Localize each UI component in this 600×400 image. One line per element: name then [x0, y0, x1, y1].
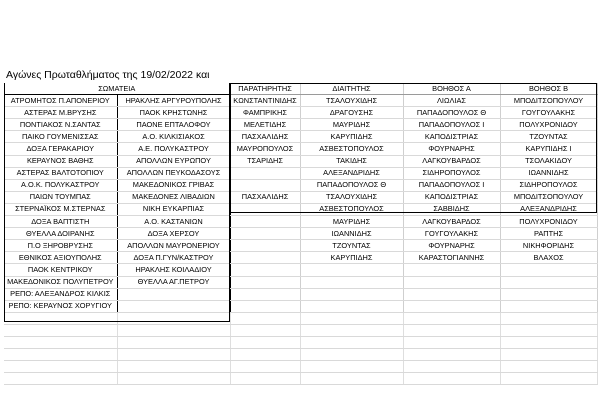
table-row: [4, 95, 597, 107]
away-team-cell: ΔΟΞΑ ΧΕΡΣΟΥ: [117, 228, 230, 240]
assistant-b-cell: ΓΟΥΓΟΥΛΑΚΗΣ: [500, 107, 597, 119]
assistant-b-cell: ΑΛΕΞΑΝΔΡΙΔΗΣ: [500, 203, 597, 215]
empty-cell: [500, 361, 597, 373]
away-team-cell: ΔΟΞΑ Π.ΓΥΝ/ΚΑΣΤΡΟΥ: [117, 252, 230, 264]
table-row: [4, 203, 597, 215]
observer-cell: [230, 228, 300, 240]
observer-cell: [230, 216, 300, 228]
referee-cell: ΑΣΒΕΣΤΟΠΟΥΛΟΣ: [300, 203, 403, 215]
empty-cell: [500, 336, 597, 348]
empty-cell: [500, 324, 597, 336]
table-row: [4, 179, 597, 191]
assistant-b-cell: [500, 300, 597, 312]
home-team-cell: ΡΕΠΟ: ΚΕΡΑΥΝΟΣ ΧΟΡΥΓΙΟΥ: [4, 300, 117, 312]
table-row: [4, 216, 597, 228]
assistant-b-cell: ΠΟΛΥΧΡΟΝΙΔΟΥ: [500, 119, 597, 131]
empty-cell: [300, 361, 403, 373]
away-team-cell: ΜΑΚΕΔΟΝΙΚΟΣ ΓΡΙΒΑΣ: [117, 179, 230, 191]
assistant-b-cell: ΜΠΟΔΙΤΣΟΠΟΥΛΟΥ: [500, 191, 597, 203]
home-team-cell: ΜΑΚΕΔΟΝΙΚΟΣ ΠΟΛΥΠΕΤΡΟΥ: [4, 276, 117, 288]
header-referee: ΔΙΑΙΤΗΤΗΣ: [300, 83, 403, 95]
empty-cell: [403, 361, 500, 373]
empty-row: [4, 361, 597, 373]
assistant-a-cell: [403, 300, 500, 312]
home-team-cell: ΔΟΞΑ ΓΕΡΑΚΑΡΙΟΥ: [4, 143, 117, 155]
empty-cell: [500, 373, 597, 385]
header-assistant-a: ΒΟΗΘΟΣ Α: [403, 83, 500, 95]
table-row: [4, 288, 597, 300]
observer-cell: [230, 300, 300, 312]
empty-row: [4, 324, 597, 336]
referee-cell: ΑΣΒΕΣΤΟΠΟΥΛΟΣ: [300, 143, 403, 155]
assistant-b-cell: ΤΖΟΥΝΤΑΣ: [500, 131, 597, 143]
assistant-a-cell: [403, 276, 500, 288]
empty-cell: [300, 349, 403, 361]
assistant-a-cell: ΠΑΠΑΔΟΠΟΥΛΟΣ Ι: [403, 179, 500, 191]
empty-cell: [117, 324, 230, 336]
referee-cell: ΜΑΥΡΙΔΗΣ: [300, 119, 403, 131]
empty-cell: [117, 373, 230, 385]
assistant-a-cell: ΣΙΔΗΡΟΠΟΥΛΟΣ: [403, 167, 500, 179]
home-team-cell: ΑΤΡΟΜΗΤΟΣ Π.ΑΠΟΝΕΡΙΟΥ: [4, 95, 117, 107]
away-team-cell: ΘΥΕΛΛΑ ΑΓ.ΠΕΤΡΟΥ: [117, 276, 230, 288]
assistant-b-cell: ΠΟΛΥΧΡΟΝΙΔΟΥ: [500, 216, 597, 228]
home-team-cell: ΔΟΞΑ ΒΑΠΤΙΣΤΗ: [4, 216, 117, 228]
empty-cell: [4, 373, 117, 385]
referee-cell: ΤΣΑΛΟΥΧΙΔΗΣ: [300, 95, 403, 107]
away-team-cell: ΑΠΟΛΛΩΝ ΠΕΥΚΟΔΑΣΟΥΣ: [117, 167, 230, 179]
observer-cell: ΠΑΣΧΑΛΙΔΗΣ: [230, 191, 300, 203]
header-assistant-b: ΒΟΗΘΟΣ Β: [500, 83, 597, 95]
empty-cell: [230, 336, 300, 348]
assistant-a-cell: ΚΑΠΟΔΙΣΤΡΙΑΣ: [403, 131, 500, 143]
home-team-cell: ΠΑΟΚ ΚΕΝΤΡΙΚΟΥ: [4, 264, 117, 276]
away-team-cell: Α.Ο. ΚΑΣΤΑΝΙΩΝ: [117, 216, 230, 228]
empty-cell: [300, 336, 403, 348]
assistant-b-cell: [500, 264, 597, 276]
empty-cell: [4, 361, 117, 373]
table-row: [4, 240, 597, 252]
observer-cell: [230, 252, 300, 264]
header-observer: ΠΑΡΑΤΗΡΗΤΗΣ: [230, 83, 300, 95]
empty-cell: [117, 336, 230, 348]
table-row: [4, 143, 597, 155]
observer-cell: ΚΩΝΣΤΑΝΤΙΝΙΔΗΣ: [230, 95, 300, 107]
table-row: [4, 119, 597, 131]
home-team-cell: ΕΘΝΙΚΟΣ ΑΞΙΟΥΠΟΛΗΣ: [4, 252, 117, 264]
referee-cell: ΚΑΡΥΠΙΔΗΣ: [300, 131, 403, 143]
observer-cell: [230, 288, 300, 300]
home-team-cell: ΣΤΕΡΝΑΪΚΟΣ Μ.ΣΤΕΡΝΑΣ: [4, 203, 117, 215]
empty-cell: [230, 361, 300, 373]
empty-cell: [4, 336, 117, 348]
assistant-b-cell: ΜΠΟΔΙΤΣΟΠΟΥΛΟΥ: [500, 95, 597, 107]
assistant-b-cell: ΙΩΑΝΝΙΔΗΣ: [500, 167, 597, 179]
home-team-cell: ΚΕΡΑΥΝΟΣ ΒΑΘΗΣ: [4, 155, 117, 167]
empty-row: [4, 373, 597, 385]
empty-row: [4, 312, 597, 324]
empty-cell: [230, 373, 300, 385]
table-row: [4, 107, 597, 119]
empty-row: [4, 349, 597, 361]
assistant-b-cell: ΣΙΔΗΡΟΠΟΥΛΟΣ: [500, 179, 597, 191]
table-row: [4, 264, 597, 276]
empty-cell: [500, 349, 597, 361]
home-team-cell: ΠΑΙΩΝ ΤΟΥΜΠΑΣ: [4, 191, 117, 203]
table-row: [4, 252, 597, 264]
home-team-cell: Α.Ο.Κ. ΠΟΛΥΚΑΣΤΡΟΥ: [4, 179, 117, 191]
away-team-cell: ΜΑΚΕΔΟΝΕΣ ΛΙΒΑΔΙΩΝ: [117, 191, 230, 203]
observer-cell: [230, 240, 300, 252]
away-team-cell: Α.Ο. ΚΙΛΚΙΣΙΑΚΟΣ: [117, 131, 230, 143]
header-teams: ΣΩΜΑΤΕΙΑ: [4, 83, 230, 95]
empty-cell: [230, 312, 300, 324]
header-row: [4, 83, 597, 95]
empty-cell: [300, 373, 403, 385]
empty-cell: [117, 312, 230, 324]
observer-cell: [230, 203, 300, 215]
home-team-cell: ΑΣΤΕΡΑΣ Μ.ΒΡΥΣΗΣ: [4, 107, 117, 119]
away-team-cell: ΗΡΑΚΛΗΣ ΑΡΓΥΡΟΥΠΟΛΗΣ: [117, 95, 230, 107]
referee-cell: ΚΑΡΥΠΙΔΗΣ: [300, 252, 403, 264]
away-team-cell: ΠΑΟΝΕ ΕΠΤΑΛΟΦΟΥ: [117, 119, 230, 131]
away-team-cell: ΑΠΟΛΛΩΝ ΕΥΡΩΠΟΥ: [117, 155, 230, 167]
away-team-cell: ΑΠΟΛΛΩΝ ΜΑΥΡΟΝΕΡΙΟΥ: [117, 240, 230, 252]
assistant-a-cell: ΦΟΥΡΝΑΡΗΣ: [403, 240, 500, 252]
empty-cell: [4, 312, 117, 324]
empty-cell: [300, 324, 403, 336]
empty-cell: [403, 373, 500, 385]
observer-cell: ΤΣΑΡΙΔΗΣ: [230, 155, 300, 167]
empty-cell: [4, 324, 117, 336]
away-team-cell: ΠΑΟΚ ΚΡΗΣΤΩΝΗΣ: [117, 107, 230, 119]
empty-row: [4, 336, 597, 348]
away-team-cell: Α.Ε. ΠΟΛΥΚΑΣΤΡΟΥ: [117, 143, 230, 155]
assistant-b-cell: ΚΑΡΥΠΙΔΗΣ Ι: [500, 143, 597, 155]
referee-cell: [300, 276, 403, 288]
empty-cell: [4, 349, 117, 361]
table-row: [4, 228, 597, 240]
referee-cell: [300, 288, 403, 300]
assistant-a-cell: ΚΑΠΟΔΙΣΤΡΙΑΣ: [403, 191, 500, 203]
empty-cell: [500, 312, 597, 324]
referee-cell: ΔΡΑΓΟΥΣΗΣ: [300, 107, 403, 119]
home-team-cell: Π.Ο ΞΗΡΟΒΡΥΣΗΣ: [4, 240, 117, 252]
referee-cell: ΑΛΕΞΑΝΔΡΙΔΗΣ: [300, 167, 403, 179]
assistant-a-cell: ΦΟΥΡΝΑΡΗΣ: [403, 143, 500, 155]
referee-cell: ΠΑΠΑΔΟΠΟΥΛΟΣ Θ: [300, 179, 403, 191]
empty-cell: [230, 349, 300, 361]
empty-cell: [230, 324, 300, 336]
assistant-a-cell: ΛΑΓΚΟΥΒΑΡΔΟΣ: [403, 155, 500, 167]
home-team-cell: ΠΟΝΤΙΑΚΟΣ Ν.ΣΑΝΤΑΣ: [4, 119, 117, 131]
assistant-a-cell: ΓΟΥΓΟΥΛΑΚΗΣ: [403, 228, 500, 240]
assistant-b-cell: [500, 288, 597, 300]
empty-cell: [403, 336, 500, 348]
observer-cell: [230, 179, 300, 191]
home-team-cell: ΘΥΕΛΛΑ ΔΟΙΡΑΝΗΣ: [4, 228, 117, 240]
assistant-b-cell: ΤΣΟΛΑΚΙΔΟΥ: [500, 155, 597, 167]
referee-cell: ΤΖΟΥΝΤΑΣ: [300, 240, 403, 252]
table-row: [4, 300, 597, 312]
assistant-a-cell: ΣΑΒΒΙΔΗΣ: [403, 203, 500, 215]
empty-cell: [117, 361, 230, 373]
empty-cell: [300, 312, 403, 324]
assistant-a-cell: ΠΑΠΑΔΟΠΟΥΛΟΣ Θ: [403, 107, 500, 119]
assistant-a-cell: ΛΙΩΛΙΑΣ: [403, 95, 500, 107]
away-team-cell: [117, 288, 230, 300]
sheet-title: Αγώνες Πρωταθλήματος της 19/02/2022 και: [6, 69, 210, 81]
observer-cell: ΠΑΣΧΑΛΙΔΗΣ: [230, 131, 300, 143]
table-row: [4, 167, 597, 179]
referee-cell: [300, 264, 403, 276]
table-row: [4, 155, 597, 167]
away-team-cell: ΝΙΚΗ ΕΥΚΑΡΠΙΑΣ: [117, 203, 230, 215]
assistant-a-cell: ΛΑΓΚΟΥΒΑΡΔΟΣ: [403, 216, 500, 228]
assistant-a-cell: ΠΑΠΑΔΟΠΟΥΛΟΣ Ι: [403, 119, 500, 131]
referee-cell: ΙΩΑΝΝΙΔΗΣ: [300, 228, 403, 240]
empty-cell: [403, 324, 500, 336]
assistant-b-cell: ΒΛΑΧΟΣ: [500, 252, 597, 264]
empty-cell: [403, 349, 500, 361]
assistant-b-cell: ΡΑΠΤΗΣ: [500, 228, 597, 240]
assistant-a-cell: [403, 264, 500, 276]
assistant-b-cell: ΝΙΚΗΦΟΡΙΔΗΣ: [500, 240, 597, 252]
home-team-cell: ΑΣΤΕΡΑΣ ΒΑΛΤΟΤΟΠΙΟΥ: [4, 167, 117, 179]
referee-cell: ΤΑΚΙΔΗΣ: [300, 155, 403, 167]
away-team-cell: [117, 300, 230, 312]
assistant-b-cell: [500, 276, 597, 288]
home-team-cell: ΠΑΙΚΟ ΓΟΥΜΕΝΙΣΣΑΣ: [4, 131, 117, 143]
away-team-cell: ΗΡΑΚΛΗΣ ΚΟΙΛΑΔΙΟΥ: [117, 264, 230, 276]
table-row: [4, 276, 597, 288]
observer-cell: ΜΕΛΕΤΙΔΗΣ: [230, 119, 300, 131]
referee-cell: ΤΣΑΛΟΥΧΙΔΗΣ: [300, 191, 403, 203]
assistant-a-cell: [403, 288, 500, 300]
observer-cell: ΦΑΜΠΡΙΚΗΣ: [230, 107, 300, 119]
assistant-a-cell: ΚΑΡΑΣΤΟΓΙΑΝΝΗΣ: [403, 252, 500, 264]
referee-cell: [300, 300, 403, 312]
empty-cell: [117, 349, 230, 361]
home-team-cell: ΡΕΠΟ: ΑΛΕΞΑΝΔΡΟΣ ΚΙΛΚΙΣ: [4, 288, 117, 300]
empty-cell: [403, 312, 500, 324]
observer-cell: [230, 167, 300, 179]
observer-cell: [230, 276, 300, 288]
referee-cell: ΜΑΥΡΙΔΗΣ: [300, 216, 403, 228]
table-row: [4, 191, 597, 203]
observer-cell: [230, 264, 300, 276]
observer-cell: ΜΑΥΡΟΠΟΥΛΟΣ: [230, 143, 300, 155]
table-row: [4, 131, 597, 143]
fixtures-table: [4, 83, 598, 385]
